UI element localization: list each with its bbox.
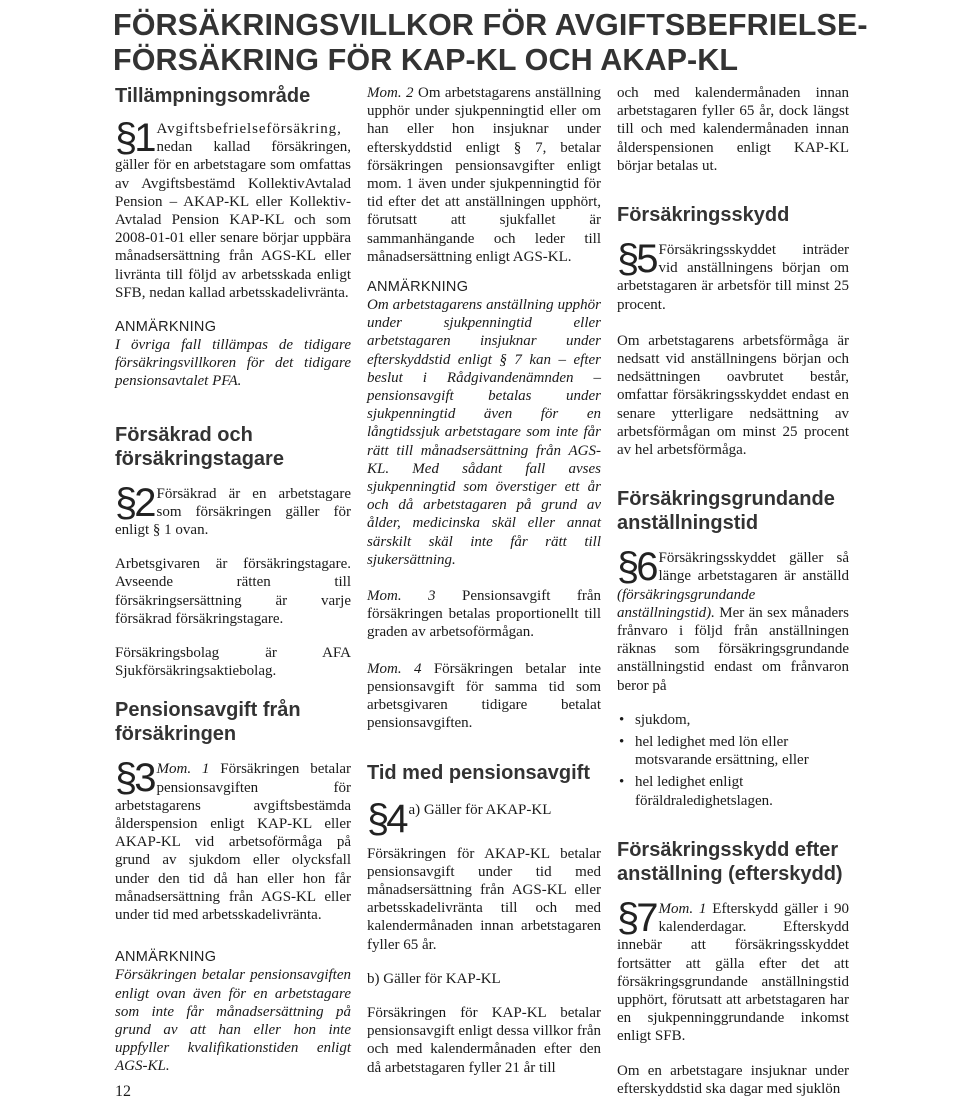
section-5-text: Försäkringsskyddet inträder vid anställningens början om arbetstagaren är arbetsför till minst 25 procent. bbox=[617, 242, 849, 313]
mom-2-label: Mom. 2 bbox=[367, 85, 414, 101]
heading-efterskydd: Försäkringsskydd efter anställning (efterskydd) bbox=[617, 838, 843, 885]
mom-4-text: Försäkringen betalar inte pensionsavgift för samma tid som arbetsgivaren tidigare betalat pensionsavgiften. bbox=[367, 660, 602, 732]
heading-tillampningsomrade: Tillämpningsområde bbox=[115, 85, 311, 107]
section-7-paragraph bbox=[617, 895, 849, 1046]
heading-forsakrad: Försäkrad och försäkringstagare bbox=[115, 423, 284, 470]
bullet-list bbox=[617, 711, 849, 810]
section-3-mom: Mom. 1 bbox=[156, 761, 210, 778]
heading-forsakringsgrundande: Försäkringsgrundande anställningstid bbox=[617, 488, 835, 535]
mom-2-text: Om arbetstagarens anställning upphör under sjukpenningtid eller om han eller hon insjuknar under efterskyddstid enligt § 7, betalar försäkringen pensionsavgifter enligt mom. 1 även under sjukpenningtid för tid efter det att anställningen upphört, förutsatt att sjukfallet är sammanhängande och leder till månadsersättning enligt AGS-KL. bbox=[367, 85, 601, 265]
section-3-text: Försäkringen betalar pensionsavgiften för arbetstagarens avgiftsbestämda ålderspension enligt KAP-KL eller AKAP-KL vid arbetsoförmåga på grund av sjukdom eller olycksfall under den tid då han eller hon får månadsersättning från AGS-KL eller under tid med arbetsskadelivränta. bbox=[115, 761, 352, 924]
section-6-text-a: Försäkringsskyddet gäller så länge arbetstagaren är anställd bbox=[658, 550, 849, 585]
note-label: ANMÄRKNING bbox=[115, 949, 217, 966]
section-4-b-text: Försäkringen för KAP-KL betalar pensionsavgift enligt dessa villkor från och med kalendermånaden efter den då arbetstagaren fyller 21 år till bbox=[367, 1004, 601, 1076]
page-number: 12 bbox=[115, 1083, 131, 1100]
note-text: I övriga fall tillämpas de tidigare försäkringsvillkoren för det tidigare pensionsavtalet PFA. bbox=[115, 337, 351, 390]
section-4-a-text: Försäkringen för AKAP-KL betalar pensionsavgift under tid med månadsersättning från AGS-KL eller arbetsskadelivränta till och med kalendermånaden innan arbetstagaren fyller 65 år. bbox=[367, 845, 601, 953]
note-text: Försäkringen betalar pensionsavgiften enligt ovan även för en arbetstagare som inte får månadsersättning på grund av att han eller hon inte uppfyller kvalifikationstiden enligt AGS-KL. bbox=[115, 967, 351, 1075]
section-1-lead: Avgiftsbefrielseförsäkring, bbox=[156, 121, 342, 137]
section-1-paragraph bbox=[115, 116, 351, 302]
section-mark-7: §7 bbox=[617, 895, 656, 940]
note-label: ANMÄRKNING bbox=[115, 319, 217, 336]
bullet-item: • hel ledighet med lön eller motsvarande ersättning, eller bbox=[617, 733, 849, 769]
section-mark-4: §4 bbox=[367, 796, 406, 841]
heading-tid-med-pensionsavgift: Tid med pensionsavgift bbox=[367, 761, 590, 784]
section-7-text: Efterskydd gäller i 90 kalenderdagar. Efterskydd innebär att försäkringsskyddet fortsätter att gälla efter det att försäkringsgrundande anställningstid upphört, förutsatt att arbetstagaren har en sjukpenninggrundande inkomst enligt SFB. bbox=[617, 900, 849, 1045]
section-4-b-heading: b) Gäller för KAP-KL bbox=[367, 970, 501, 987]
section-6-paragraph bbox=[617, 545, 849, 695]
column-3 bbox=[617, 84, 849, 1098]
paragraph-forsakringsbolag: Försäkringsbolag är AFA Sjukförsäkringsaktiebolag. bbox=[115, 645, 351, 680]
section-4-paragraph bbox=[367, 796, 601, 841]
section-2-text: Försäkrad är en arbetstagare som försäkringen gäller för enligt § 1 ovan. bbox=[115, 485, 351, 539]
document-title bbox=[113, 8, 943, 78]
mom-4-paragraph bbox=[367, 660, 601, 733]
column-2 bbox=[367, 84, 601, 1077]
heading-pensionsavgift: Pensionsavgift från försäkringen bbox=[115, 699, 301, 746]
mom-2-paragraph bbox=[367, 84, 601, 266]
note-text: Om arbetstagarens anställning upphör under sjukpenningtid eller arbetstagaren insjuknar under efterskyddstid enligt § 7 kan – efter beslut i Rådgivandenämnden – pensionsavgift betalas under sjukpenningtid även för en långtidssjuk arbetstagare som inte får rätt till månadsersättning från AGS-KL. Med sådant fall avses sjukpenningtid som överstiger ett år och då arbetstagaren på grund av ålder, medicinska skäl eller annat särskilt skäl inte får rätt till sjukersättning. bbox=[367, 297, 601, 568]
bullet-item: • hel ledighet enligt föräldraledighetslagen. bbox=[617, 773, 849, 809]
paragraph-continued: och med kalendermånaden innan arbetstagaren fyller 65 år, dock längst till och med kalendermånaden innan ålderspensionen enligt KAP-KL börjar betalas ut. bbox=[617, 85, 849, 174]
section-mark-6: §6 bbox=[617, 545, 656, 590]
section-2-paragraph bbox=[115, 480, 351, 540]
heading-forsakringsskydd: Försäkringsskydd bbox=[617, 204, 790, 227]
note-label: ANMÄRKNING bbox=[367, 279, 469, 296]
mom-3-paragraph bbox=[367, 587, 601, 642]
section-4-a-heading: a) Gäller för AKAP-KL bbox=[408, 801, 552, 818]
section-5-paragraph bbox=[617, 237, 849, 314]
section-mark-5: §5 bbox=[617, 237, 656, 282]
paragraph-arbetsformaga: Om arbetstagarens arbetsförmåga är nedsatt vid anställningens början och nedsättningen oavbrutet består, omfattar försäkringsskyddet endast en senare ytterligare nedsättning av arbetsförmågan om minst 25 procent av hel arbetsförmåga. bbox=[617, 332, 849, 459]
bullet-item: • sjukdom, bbox=[617, 711, 849, 729]
title-line-1: FÖRSÄKRINGSVILLKOR FÖR AVGIFTSBEFRIELSE- bbox=[113, 8, 868, 42]
paragraph-arbetsgivaren: Arbetsgivaren är försäkringstagare. Avseende rätten till försäkringsersättning är varje försäkrad försäkringstagare. bbox=[115, 556, 351, 627]
section-mark-2: §2 bbox=[115, 480, 154, 525]
section-6-text-b: Mer än sex månaders frånvaro i följd från anställningen räknas som försäkringsgrundande anställningstid endast om frånvaron beror på bbox=[617, 604, 849, 694]
section-6-italic: (försäkringsgrundande anställningstid). bbox=[617, 586, 756, 621]
title-line-2: FÖRSÄKRING FÖR KAP-KL OCH AKAP-KL bbox=[113, 43, 739, 77]
section-1-text: nedan kallad försäkringen, gäller för en arbetstagare som omfattas av Avgiftsbestämd KollektivAvtalad Pension – AKAP-KL eller Kollektiv-Avtalad Pension KAP-KL och som 2008-01-01 eller senare börjar uppbära månadsersättning från AGS-KL eller livränta till följd av arbetsskada enligt SFB, nedan kallad arbetsskadelivränta. bbox=[115, 139, 351, 301]
mom-4-label: Mom. 4 bbox=[367, 660, 422, 677]
paragraph-insjuknar: Om en arbetstagare insjuknar under efterskyddstid ska dagar med sjuklön bbox=[617, 1062, 849, 1097]
mom-3-label: Mom. 3 bbox=[367, 588, 436, 605]
section-3-paragraph bbox=[115, 756, 352, 924]
column-1 bbox=[115, 84, 351, 1076]
section-mark-3: §3 bbox=[115, 756, 154, 801]
section-mark-1: §1 bbox=[115, 116, 154, 160]
mom-3-text: Pensionsavgift från försäkringen betalas proportionellt till graden av arbetsoförmågan. bbox=[367, 588, 602, 641]
section-7-mom: Mom. 1 bbox=[658, 900, 707, 917]
